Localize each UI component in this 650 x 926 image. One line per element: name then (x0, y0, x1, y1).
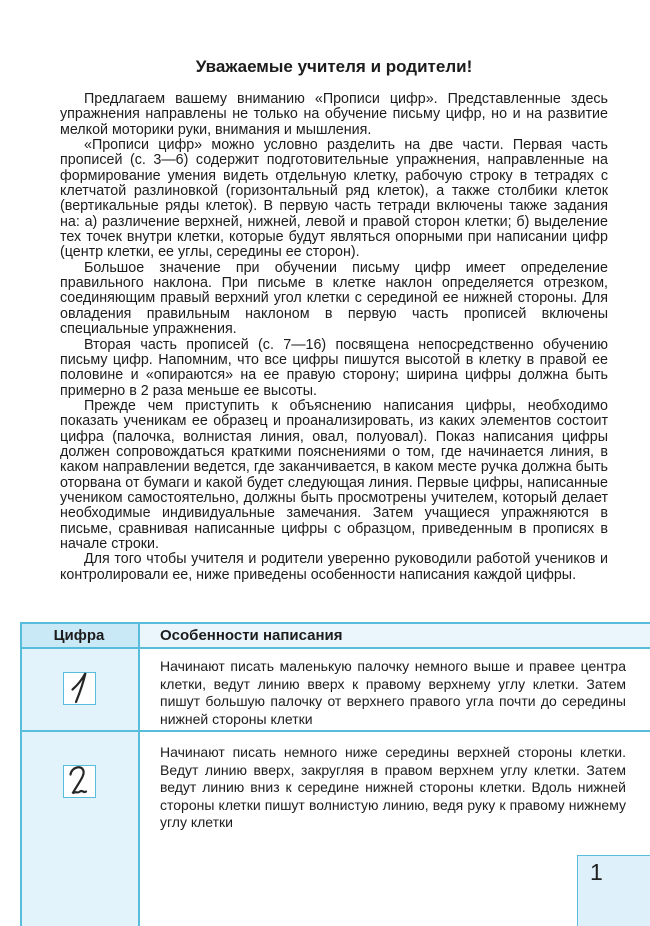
digit-2-sample-cell (63, 765, 96, 798)
intro-paragraph: «Прописи цифр» можно условно разделить на две части. Первая часть прописей (с. 3—6) содержит подготовительные упражнения, направленные на формирование умения видеть отдельную клетку, рабочую строку в тетрадях с клетчатой разлиновкой (горизонтальный ряд клеток), а также столбики клеток (вертикальные ряды клеток). В первую часть тетради включены также задания на: а) различение верхней, нижней, левой и правой сторон клетки; б) выделение тех точек внутри клетки, которые будут являться опорными при написании цифр (центр клетки, ее углы, середины ее сторон). (60, 137, 608, 261)
table-row-digit-2-cell (20, 731, 138, 926)
digit-1-description: Начинают писать маленькую палочку немного выше и правее центра клетки, ведут линию вверх к правому верхнему углу клетки. Затем пишут большую палочку от верхнего правого угла почти до середины нижней стороны клетки (160, 658, 626, 727)
table-header-digit-label: Цифра (53, 626, 105, 644)
intro-text (60, 92, 608, 583)
digit-2-description: Начинают писать немного ниже середины верхней стороны клетки. Ведут линию вверх, закругляя в правом верхнем углу клетки. Затем ведут линию вниз к середине нижней стороны клетки. Вдоль нижней стороны клетки пишут волнистую линию, ведя руку к правому нижнему углу клетки (160, 744, 626, 830)
table-border-line (20, 730, 650, 732)
writing-features-table (20, 622, 650, 926)
table-border-line (20, 622, 22, 926)
handwritten-digit-2-icon (62, 764, 96, 798)
table-header-features (138, 622, 650, 648)
intro-paragraph: Вторая часть прописей (с. 7—16) посвящена непосредственно обучению письму цифр. Напомним, что все цифры пишутся высотой в клетку в правой ее половине и «опираются» на ее правую сторону; ширина цифры должна быть примерно в 2 раза меньше ее высоты. (60, 336, 608, 399)
handwritten-digit-1-icon (62, 671, 95, 704)
table-row-2 (138, 731, 650, 926)
table-border-line (138, 622, 140, 926)
intro-paragraph: Для того чтобы учителя и родители уверенно руководили работой учеников и контролировали ее, ниже приведены особенности написания каждой цифры. (60, 551, 608, 583)
page-title: Уважаемые учителя и родители! (195, 57, 473, 76)
table-header-digit (20, 622, 138, 648)
table-border-line (20, 647, 650, 649)
page-number (577, 855, 650, 926)
digit-1-sample-cell (63, 672, 96, 705)
table-row-1 (138, 648, 650, 731)
page-number-label: 1 (590, 859, 603, 885)
intro-paragraph: Большое значение при обучении письму цифр имеет определение правильного наклона. При письме в клетке наклон определяется отрезком, соединяющим правый верхний угол клетки с серединой ее нижней стороны. Для овладения правильным наклоном в первую часть прописей включены специальные упражнения. (60, 259, 608, 338)
table-header-features-label: Особенности написания (160, 626, 343, 644)
table-border-line (20, 622, 650, 624)
intro-paragraph: Прежде чем приступить к объяснению написания цифры, необходимо показать ученикам ее образец и проанализировать, из каких элементов состоит цифра (палочка, волнистая линия, овал, полуовал). Показ написания цифры должен сопровождаться краткими пояснениями о том, где начинается линия, в каком направлении ведется, где заканчивается, в каком месте ручка должна быть оторвана от бумаги и какой будет следующая линия. Первые цифры, написанные учеником самостоятельно, должны быть просмотрены учителем, который делает необходимые индивидуальные замечания. Затем учащиеся упражняются в письме, сравнивая написанные цифры с образцом, приведенным в прописях в начале строки. (60, 397, 608, 552)
intro-paragraph: Предлагаем вашему вниманию «Прописи цифр». Представленные здесь упражнения направлены не только на обучение письму цифр, но и на развитие мелкой моторики руки, внимания и мышления. (60, 91, 608, 138)
